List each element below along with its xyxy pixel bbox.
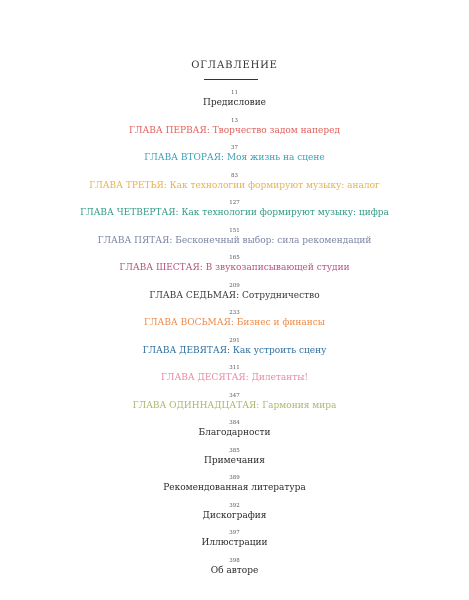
toc-entry-page-number: 347: [229, 392, 240, 399]
toc-entry-title: Предисловие: [202, 98, 267, 108]
toc-entry-title: ГЛАВА СЕДЬМАЯ: Сотрудничество: [149, 290, 320, 301]
toc-entry-title: Об авторе: [210, 565, 259, 576]
toc-entry-title: Примечания: [204, 455, 265, 466]
toc-entry[interactable]: [0, 364, 469, 392]
toc-entry-page-number: 397: [229, 530, 240, 536]
toc-entry-title: ГЛАВА ЧЕТВЕРТАЯ: Как технологии формируют музыку: цифра: [80, 208, 389, 218]
toc-entry[interactable]: [0, 199, 469, 227]
toc-entry[interactable]: [0, 529, 469, 557]
toc-entry[interactable]: [0, 227, 469, 255]
toc-entry-page-number: 151: [229, 227, 240, 234]
toc-entry-page-number: 233: [229, 310, 240, 316]
toc-entry[interactable]: [0, 502, 469, 530]
toc-entry-page-number: 384: [229, 420, 240, 426]
toc-entry-title: ГЛАВА ПЕРВАЯ: Творчество задом наперед: [129, 125, 340, 136]
toc-entry-title: Рекомендованная литература: [163, 483, 306, 493]
toc-entry-title: ГЛАВА ВТОРАЯ: Моя жизнь на сцене: [144, 153, 325, 163]
toc-entry-title: ГЛАВА ВОСЬМАЯ: Бизнес и финансы: [144, 318, 325, 328]
toc-entry[interactable]: [0, 447, 469, 475]
toc-entry-page-number: 83: [231, 172, 238, 179]
toc-entry-title: Благодарности: [198, 428, 271, 438]
toc-entry[interactable]: [0, 309, 469, 337]
toc-heading: ОГЛАВЛЕНИЕ: [191, 60, 278, 71]
toc-entries: [0, 89, 469, 584]
toc-entry-page-number: 389: [229, 475, 240, 481]
toc-entry-title: ГЛАВА ТРЕТЬЯ: Как технологии формируют музыку: аналог: [89, 180, 380, 191]
toc-entry-title: ГЛАВА ОДИННАДЦАТАЯ: Гармония мира: [132, 400, 337, 411]
toc-entry[interactable]: [0, 419, 469, 447]
toc-entry[interactable]: [0, 144, 469, 172]
toc-entry[interactable]: [0, 89, 469, 117]
toc-entry-page-number: 127: [229, 200, 240, 206]
toc-entry-title: ГЛАВА ДЕСЯТАЯ: Дилетанты!: [160, 373, 309, 383]
toc-entry-title: ГЛАВА ШЕСТАЯ: В звукозаписывающей студии: [119, 263, 350, 273]
toc-entry-page-number: 398: [229, 557, 240, 564]
toc-entry[interactable]: [0, 337, 469, 365]
toc-entry-title: ГЛАВА ПЯТАЯ: Бесконечный выбор: сила рекомендаций: [97, 235, 372, 246]
toc-entry-page-number: 385: [229, 447, 240, 454]
toc-entry-page-number: 165: [229, 255, 240, 261]
toc-entry[interactable]: [0, 392, 469, 420]
toc-entry-page-number: 13: [231, 117, 238, 124]
toc-entry[interactable]: [0, 557, 469, 585]
toc-entry-page-number: 311: [229, 365, 240, 371]
toc-entry-title: ГЛАВА ДЕВЯТАЯ: Как устроить сцену: [142, 345, 327, 356]
toc-entry-page-number: 392: [229, 502, 240, 509]
toc-entry[interactable]: [0, 117, 469, 145]
toc-entry-page-number: 37: [231, 145, 238, 151]
heading-underline: [204, 79, 258, 80]
toc-entry-page-number: 11: [231, 90, 238, 96]
toc-entry[interactable]: [0, 474, 469, 502]
toc-entry-title: Иллюстрации: [201, 538, 268, 548]
toc-entry-page-number: 209: [229, 282, 240, 289]
toc-entry[interactable]: [0, 254, 469, 282]
toc-entry-title: Дискография: [202, 510, 267, 521]
toc-entry[interactable]: [0, 172, 469, 200]
toc-entry-page-number: 291: [229, 337, 240, 344]
toc-entry[interactable]: [0, 282, 469, 310]
